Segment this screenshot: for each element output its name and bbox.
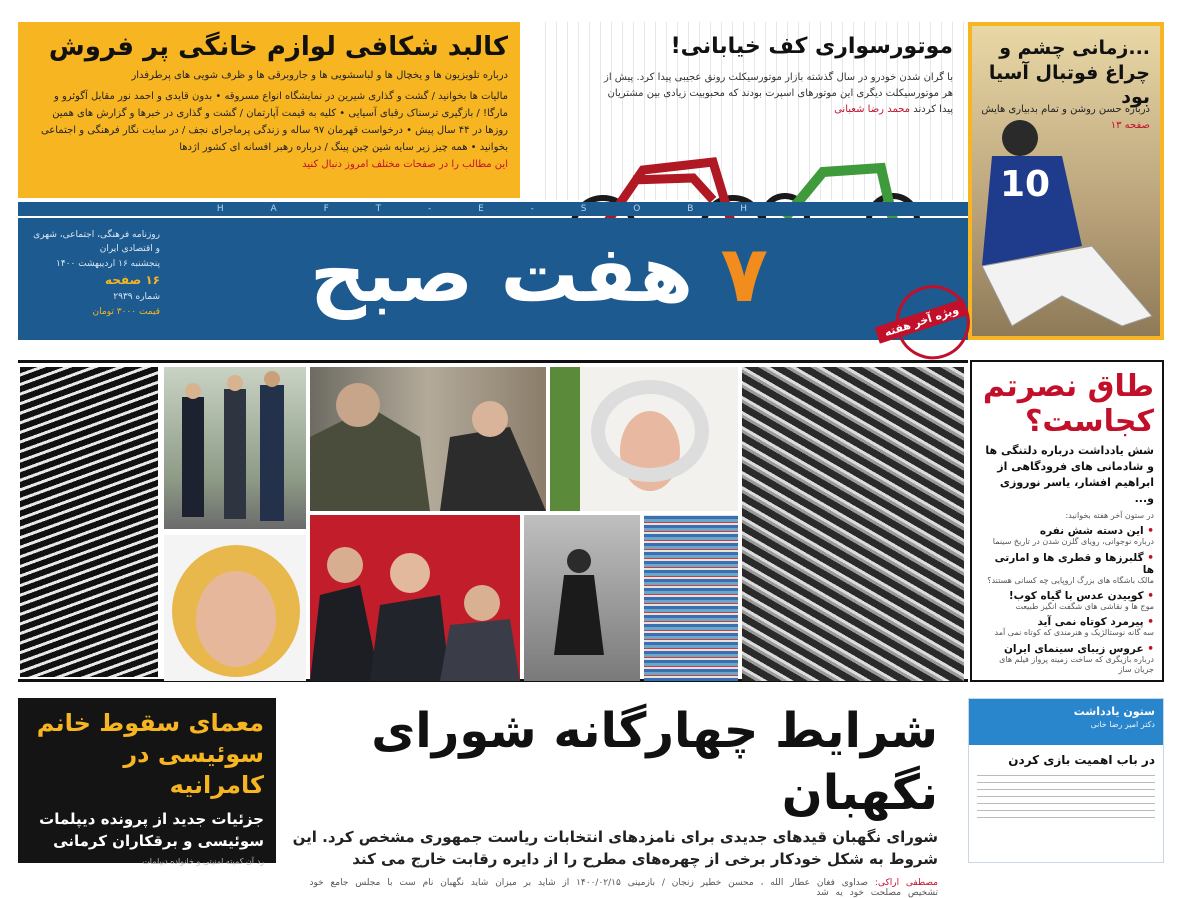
masthead-price: قیمت ۳۰۰۰ تومان: [92, 306, 160, 317]
masthead-logo-seven: ۷: [720, 230, 768, 320]
list-item-summary: درباره بازیگری که ساخت زمینه پرواز فیلم های جریان ساز: [999, 654, 1154, 675]
main-credits-label: مصطفی اراکی:: [874, 878, 938, 889]
opinion-column[interactable]: [968, 698, 1164, 863]
masthead-tagline: روزنامه فرهنگی، اجتماعی، شهری و اقتصادی ایران: [33, 230, 160, 255]
teaser-motorcycle-text: با گران شدن خودرو در سال گذشته بازار موتورسیکلت رونق عجیبی پیدا کرد. پیش از هر موتورسیکلت دیگری این موتورهای اسپرت بودند که محبوبیت زیادی بین مشتریان پیدا کردند: [604, 72, 953, 115]
list-item-summary: مالک باشگاه های بزرگ اروپایی چه کسانی هستند؟: [987, 575, 1154, 585]
teaser-appliances[interactable]: [18, 22, 520, 198]
list-item[interactable]: [980, 552, 1154, 586]
main-headline[interactable]: شرایط چهارگانه شورای نگهبان: [371, 703, 938, 822]
list-item[interactable]: [980, 525, 1154, 547]
teaser-swiss-case-title[interactable]: معمای سقوط خانم سوئیسی در کامرانیه: [36, 709, 264, 800]
list-item-heading: • عروس زیبای سینمای ایران: [980, 643, 1154, 655]
weekend-column-note-wrap: [980, 511, 1154, 521]
teaser-football[interactable]: [968, 22, 1164, 340]
teaser-appliances-more[interactable]: این مطالب را در صفحات مختلف امروز دنبال کنید: [302, 159, 508, 171]
weekend-column-note: در ستون آخر هفته بخوانید:: [1065, 510, 1154, 520]
opinion-column-band: [969, 699, 1163, 745]
weekend-stamp-label: ویژه آخر هفته: [875, 299, 969, 344]
woman-portrait-face: [164, 535, 306, 681]
list-item[interactable]: [980, 590, 1154, 612]
teaser-swiss-case[interactable]: [18, 698, 276, 866]
crowd-welcome-photo: [742, 367, 964, 681]
teaser-appliances-intro: درباره تلویزیون ها و یخچال ها و لباسشویی ها و جاروبرقی ها و ظرف شویی های پرطرفدار: [131, 70, 508, 82]
list-item-summary: درباره نوجوانی، رویای گلزن شدن در تاریخ سینما: [992, 537, 1154, 547]
politicians-figures: [310, 515, 520, 681]
film-strip-photo: [20, 367, 158, 677]
masthead-pages: ۱۶ صفحه: [105, 273, 160, 288]
teaser-appliances-title[interactable]: کالبد شکافی لوازم خانگی پر فروش: [48, 32, 508, 62]
photo-gallery: [18, 360, 968, 682]
airport-stairs-figure: [524, 515, 640, 681]
teaser-swiss-case-subtitle: جزئیات جدید از پرونده دیپلمات سوئیسی و برقکاران کرمانی: [39, 809, 264, 851]
masthead-info: [30, 228, 160, 319]
list-item-heading: • کوبیدن عدس با گیاه کوب!: [980, 590, 1154, 602]
main-story[interactable]: [290, 700, 950, 898]
football-player-photo: [972, 126, 1160, 340]
list-item-summary: موج ها و نقاشی های شگفت انگیز طبیعت: [1015, 601, 1154, 611]
masthead: [18, 218, 968, 340]
list-item-heading: • گلبرزها و قطری ها و امارتی ها: [980, 552, 1154, 576]
abstract-painting-photo: [644, 515, 738, 681]
weekend-column-title[interactable]: طاق نصرتم کجاست؟: [982, 369, 1154, 439]
list-item[interactable]: [980, 616, 1154, 638]
list-item-summary: سه گانه نوستالژیک و هنرمندی که کوتاه نمی آمد: [994, 628, 1154, 638]
teaser-appliances-body: مالیات ها بخوانید / گشت و گذاری شیرین در نمایشگاه انواع مسروقه • بدون قایدی و احمد نور مقابل آگوئرو و مارگا! / بازگیری ترسناک رقبای آسیایی • کلیه به قیمت آپارتمان / گشت و گذاری در خبرها و گزارش های همین روزها در ۴۴ سال پیش • درخواست قهرمان ۹۷ ساله و زندگی پرماجرای نجف / در سایت نگار فرهنگی و اجتماعی بخوانید • همه چیز زیر سایه شین چین پینگ / درباره رهبر افسانه ای کشور اژدها: [40, 91, 508, 154]
teaser-football-title[interactable]: ...زمانی چشم و چراغ فوتبال آسیا بود: [988, 37, 1150, 109]
white-veil-face: [550, 367, 738, 511]
list-item-heading: • این دسته شش نفره: [980, 525, 1154, 537]
weekend-column-list: [970, 360, 1164, 682]
director-handshake-figures: [310, 367, 546, 511]
teaser-motorcycle-title[interactable]: موتورسواری کف خیابانی!: [670, 34, 953, 59]
masthead-latin-strip: H A F T - E - S O B H: [18, 202, 968, 216]
masthead-date: پنجشنبه ۱۶ اردیبهشت ۱۴۰۰: [55, 258, 160, 269]
list-item-heading: • پیرمرد کوتاه نمی آید: [980, 616, 1154, 628]
jersey-number: 10: [1000, 164, 1051, 205]
teaser-football-text: درباره حسن روشن و تمام بدبیاری هایش: [981, 104, 1150, 115]
opinion-column-band-title: ستون یادداشت: [1073, 705, 1155, 718]
teaser-football-page: صفحه ۱۳: [1110, 120, 1150, 131]
masthead-logo-text: هفت صبح: [309, 230, 694, 320]
masthead-logo[interactable]: [309, 230, 768, 320]
opinion-column-text-lines: [969, 775, 1163, 818]
main-credits: [290, 878, 950, 898]
opinion-column-author: دکتر امیر رضا خانی: [1090, 720, 1155, 729]
masthead-issue: شماره ۲۹۳۹: [113, 292, 160, 303]
list-item[interactable]: [980, 643, 1154, 676]
street-walkers-figures: [164, 367, 306, 529]
weekend-column-intro: شش یادداشت درباره دلتنگی ها و شادمانی های فرودگاهی از ابراهیم افشار، یاسر نوروزی و...: [985, 444, 1154, 505]
teaser-swiss-case-footer: رد آن کمیته امنیتی و خانواده دیپلمات: [142, 856, 264, 866]
main-credits-text: صداوی فغان عطار الله ، محسن خطیر زنجان / بازمینی ۱۴۰۰/۰۲/۱۵ از شاید بر میزان شاید نگهبان نام ست با مجلس جامع خود تشخیص مصلحت خود یه شد: [309, 878, 938, 898]
main-lede: شورای نگهبان قیدهای جدیدی برای نامزدهای انتخابات ریاست جمهوری مشخص کرد. این شروط به شکل خودکار برخی از چهره‌های مطرح را از دایره رقابت خارج می کند: [292, 827, 938, 868]
teaser-motorcycle-author: محمد رضا شعبانی: [834, 104, 911, 115]
opinion-column-title[interactable]: در باب اهمیت بازی کردن: [1008, 753, 1155, 767]
teaser-motorcycle[interactable]: [535, 22, 965, 200]
